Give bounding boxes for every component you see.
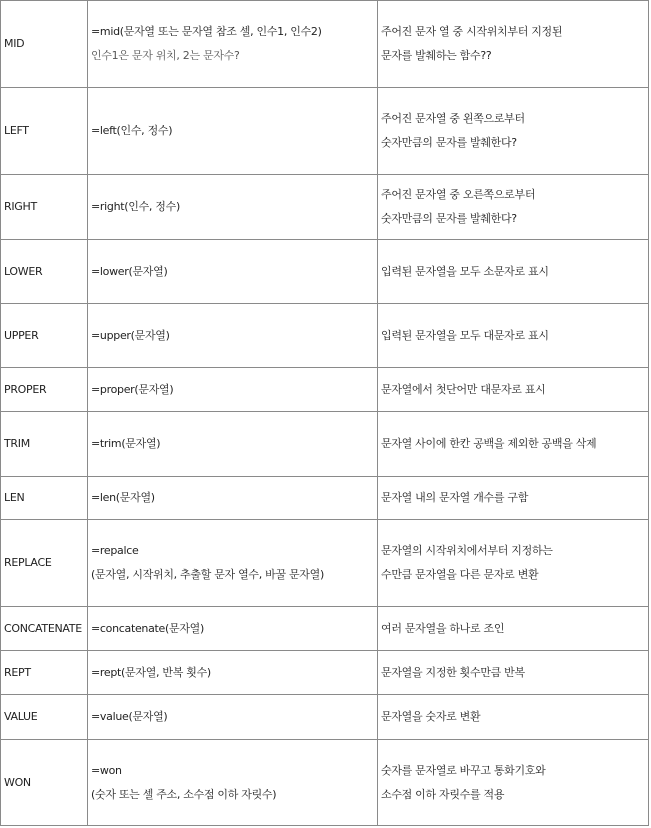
- function-description: [378, 304, 649, 368]
- description-line: 문자열의 시작위치에서부터 지정하는: [381, 544, 553, 557]
- function-description: [378, 695, 649, 740]
- syntax-line: =upper(문자열): [91, 328, 170, 342]
- description-line: 수만큼 문자열을 다른 문자로 변환: [381, 568, 539, 581]
- function-name: WON: [1, 740, 88, 826]
- function-name: PROPER: [1, 368, 88, 412]
- syntax-line: =left(인수, 정수): [91, 124, 173, 137]
- description-line: 소수점 이하 자릿수를 적용: [381, 787, 505, 801]
- syntax-line: =won: [91, 763, 122, 777]
- function-description: [378, 1, 649, 88]
- function-name: VALUE: [1, 695, 88, 740]
- function-description: [378, 412, 649, 477]
- table-row: [1, 88, 649, 175]
- function-syntax: [88, 88, 378, 175]
- syntax-line: =repalce: [91, 544, 139, 557]
- description-line: 문자열을 지정한 횟수만큼 반복: [381, 665, 525, 679]
- table-row: [1, 740, 649, 826]
- function-description: [378, 607, 649, 651]
- function-syntax: [88, 607, 378, 651]
- function-name: LEFT: [1, 88, 88, 175]
- syntax-line: =mid(문자열 또는 문자열 참조 셀, 인수1, 인수2): [91, 25, 322, 38]
- function-syntax: [88, 695, 378, 740]
- function-syntax: [88, 477, 378, 520]
- table-row: [1, 412, 649, 477]
- function-syntax: [88, 175, 378, 240]
- table-row: [1, 651, 649, 695]
- description-line: 여러 문자열을 하나로 조인: [381, 621, 505, 635]
- syntax-line: =proper(문자열): [91, 382, 174, 396]
- function-syntax: [88, 740, 378, 826]
- syntax-line: =len(문자열): [91, 491, 155, 504]
- description-line: 입력된 문자열을 모두 소문자로 표시: [381, 264, 549, 278]
- table-row: [1, 304, 649, 368]
- function-name: CONCATENATE: [1, 607, 88, 651]
- table-row: [1, 477, 649, 520]
- table-row: [1, 607, 649, 651]
- description-line: 주어진 문자 열 중 시작위치부터 지정된: [381, 25, 563, 38]
- syntax-line: =rept(문자열, 반복 횟수): [91, 665, 211, 679]
- function-syntax: [88, 520, 378, 607]
- function-name: UPPER: [1, 304, 88, 368]
- description-line: 문자열을 숫자로 변환: [381, 710, 481, 723]
- description-line: 주어진 문자열 중 왼쪽으로부터: [381, 112, 525, 125]
- syntax-line: =trim(문자열): [91, 437, 161, 450]
- function-description: [378, 88, 649, 175]
- description-line: 문자열 사이에 한칸 공백을 제외한 공백을 삭제: [381, 437, 597, 450]
- table-row: [1, 175, 649, 240]
- description-line: 입력된 문자열을 모두 대문자로 표시: [381, 328, 549, 342]
- function-name: TRIM: [1, 412, 88, 477]
- syntax-line: (숫자 또는 셀 주소, 소수점 이하 자릿수): [91, 787, 277, 801]
- function-syntax: [88, 368, 378, 412]
- function-syntax: [88, 1, 378, 88]
- table-row: [1, 368, 649, 412]
- function-syntax: [88, 240, 378, 304]
- syntax-line: (문자열, 시작위치, 추출할 문자 열수, 바꿀 문자열): [91, 568, 324, 581]
- table-row: [1, 695, 649, 740]
- function-syntax: [88, 412, 378, 477]
- function-description: [378, 368, 649, 412]
- table-row: [1, 1, 649, 88]
- table-row: [1, 520, 649, 607]
- function-name: LEN: [1, 477, 88, 520]
- description-line: 문자를 발췌하는 함수??: [381, 49, 492, 62]
- syntax-line: =concatenate(문자열): [91, 621, 204, 635]
- function-name: RIGHT: [1, 175, 88, 240]
- description-line: 주어진 문자열 중 오른쪽으로부터: [381, 188, 536, 201]
- function-description: [378, 740, 649, 826]
- description-line: 문자열에서 첫단어만 대문자로 표시: [381, 382, 546, 396]
- syntax-line: =lower(문자열): [91, 264, 168, 278]
- function-description: [378, 520, 649, 607]
- function-name: REPT: [1, 651, 88, 695]
- function-description: [378, 651, 649, 695]
- function-name: MID: [1, 1, 88, 88]
- syntax-note: 인수1은 문자 위치, 2는 문자수?: [91, 49, 240, 62]
- function-description: [378, 240, 649, 304]
- description-line: 숫자를 문자열로 바꾸고 통화기호와: [381, 763, 546, 777]
- description-line: 숫자만큼의 문자를 발췌한다?: [381, 136, 517, 149]
- syntax-line: =value(문자열): [91, 710, 168, 723]
- description-line: 문자열 내의 문자열 개수를 구함: [381, 491, 529, 504]
- function-syntax: [88, 304, 378, 368]
- function-description: [378, 477, 649, 520]
- function-name: LOWER: [1, 240, 88, 304]
- syntax-line: =right(인수, 정수): [91, 200, 180, 213]
- function-syntax: [88, 651, 378, 695]
- function-description: [378, 175, 649, 240]
- function-name: REPLACE: [1, 520, 88, 607]
- table-row: [1, 240, 649, 304]
- description-line: 숫자만큼의 문자를 발췌한다?: [381, 212, 517, 225]
